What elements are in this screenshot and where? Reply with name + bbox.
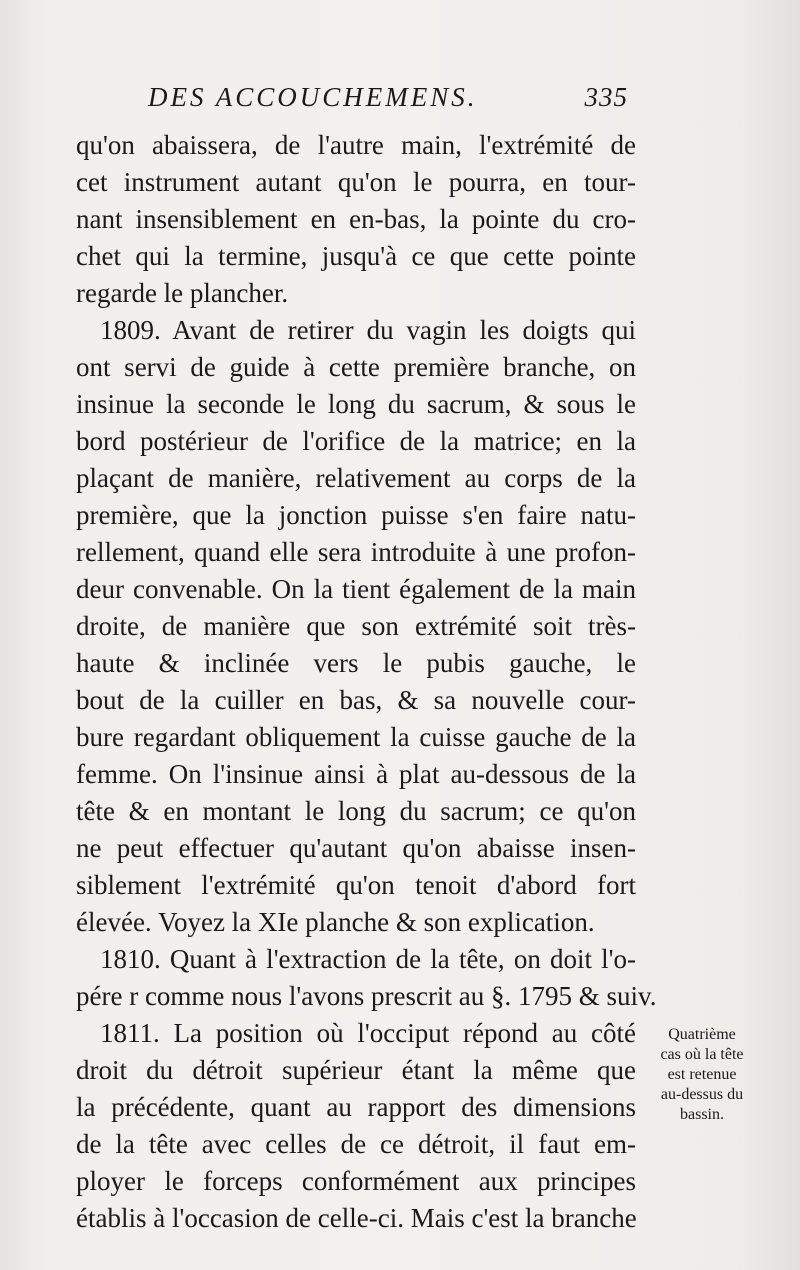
text-line: plaçant de manière, relativement au corps de la: [76, 463, 636, 493]
text-line: insinue la seconde le long du sacrum, & sous le: [76, 389, 636, 419]
text-line: qu'on abaissera, de l'autre main, l'extrémité de: [76, 130, 636, 160]
text-line: regarde le plancher.: [76, 278, 289, 308]
page-header: [148, 82, 628, 122]
page-number: 335: [584, 82, 628, 112]
text-line: rellement, quand elle sera introduite à une profon-: [76, 537, 636, 567]
text-line: droit du détroit supérieur étant la même que: [76, 1055, 636, 1085]
text-line: de la tête avec celles de ce détroit, il faut em-: [76, 1129, 636, 1159]
text-line: ont servi de guide à cette première branche, on: [76, 352, 636, 382]
text-line: élevée. Voyez la XIe planche & son explication.: [76, 907, 595, 937]
text-line: 1811. La position où l'occiput répond au côté: [100, 1018, 636, 1048]
text-line: siblement l'extrémité qu'on tenoit d'abord fort: [76, 870, 636, 900]
text-line: haute & inclinée vers le pubis gauche, le: [76, 648, 636, 678]
text-line: ployer le forceps conformément aux principes: [76, 1166, 636, 1196]
text-line: nant insensiblement en en-bas, la pointe du cro-: [76, 204, 636, 234]
text-line: ne peut effectuer qu'autant qu'on abaisse insen-: [76, 833, 636, 863]
margin-note-line: bassin.: [680, 1106, 724, 1123]
text-line: bure regardant obliquement la cuisse gauche de la: [76, 722, 636, 752]
margin-note-line: cas où la tête: [660, 1046, 744, 1063]
text-line: bout de la cuiller en bas, & sa nouvelle cour-: [76, 685, 636, 715]
margin-note-line: Quatrième: [668, 1026, 736, 1043]
text-line: 1809. Avant de retirer du vagin les doigts qui: [100, 315, 636, 345]
text-line: chet qui la termine, jusqu'à ce que cette pointe: [76, 241, 636, 271]
margin-note: [644, 1025, 760, 1125]
running-title: DES ACCOUCHEMENS.: [148, 82, 478, 112]
text-line: établis à l'occasion de celle-ci. Mais c'est la branche: [76, 1203, 637, 1233]
text-line: droite, de manière que son extrémité soit très-: [76, 611, 636, 641]
text-line: cet instrument autant qu'on le pourra, en tour-: [76, 167, 636, 197]
text-line: deur convenable. On la tient également de la main: [76, 574, 636, 604]
text-line: première, que la jonction puisse s'en faire natu-: [76, 500, 636, 530]
margin-note-line: est retenue: [667, 1066, 737, 1083]
body-text: [76, 127, 657, 1237]
text-line: pére r comme nous l'avons prescrit au §. 1795 & suiv.: [76, 981, 657, 1011]
text-line: 1810. Quant à l'extraction de la tête, on doit l'o-: [100, 944, 636, 974]
text-line: bord postérieur de l'orifice de la matrice; en la: [76, 426, 636, 456]
text-line: femme. On l'insinue ainsi à plat au-dessous de la: [76, 759, 636, 789]
margin-note-line: au-dessus du: [660, 1086, 744, 1103]
text-line: la précédente, quant au rapport des dimensions: [76, 1092, 636, 1122]
text-line: tête & en montant le long du sacrum; ce qu'on: [76, 796, 636, 826]
